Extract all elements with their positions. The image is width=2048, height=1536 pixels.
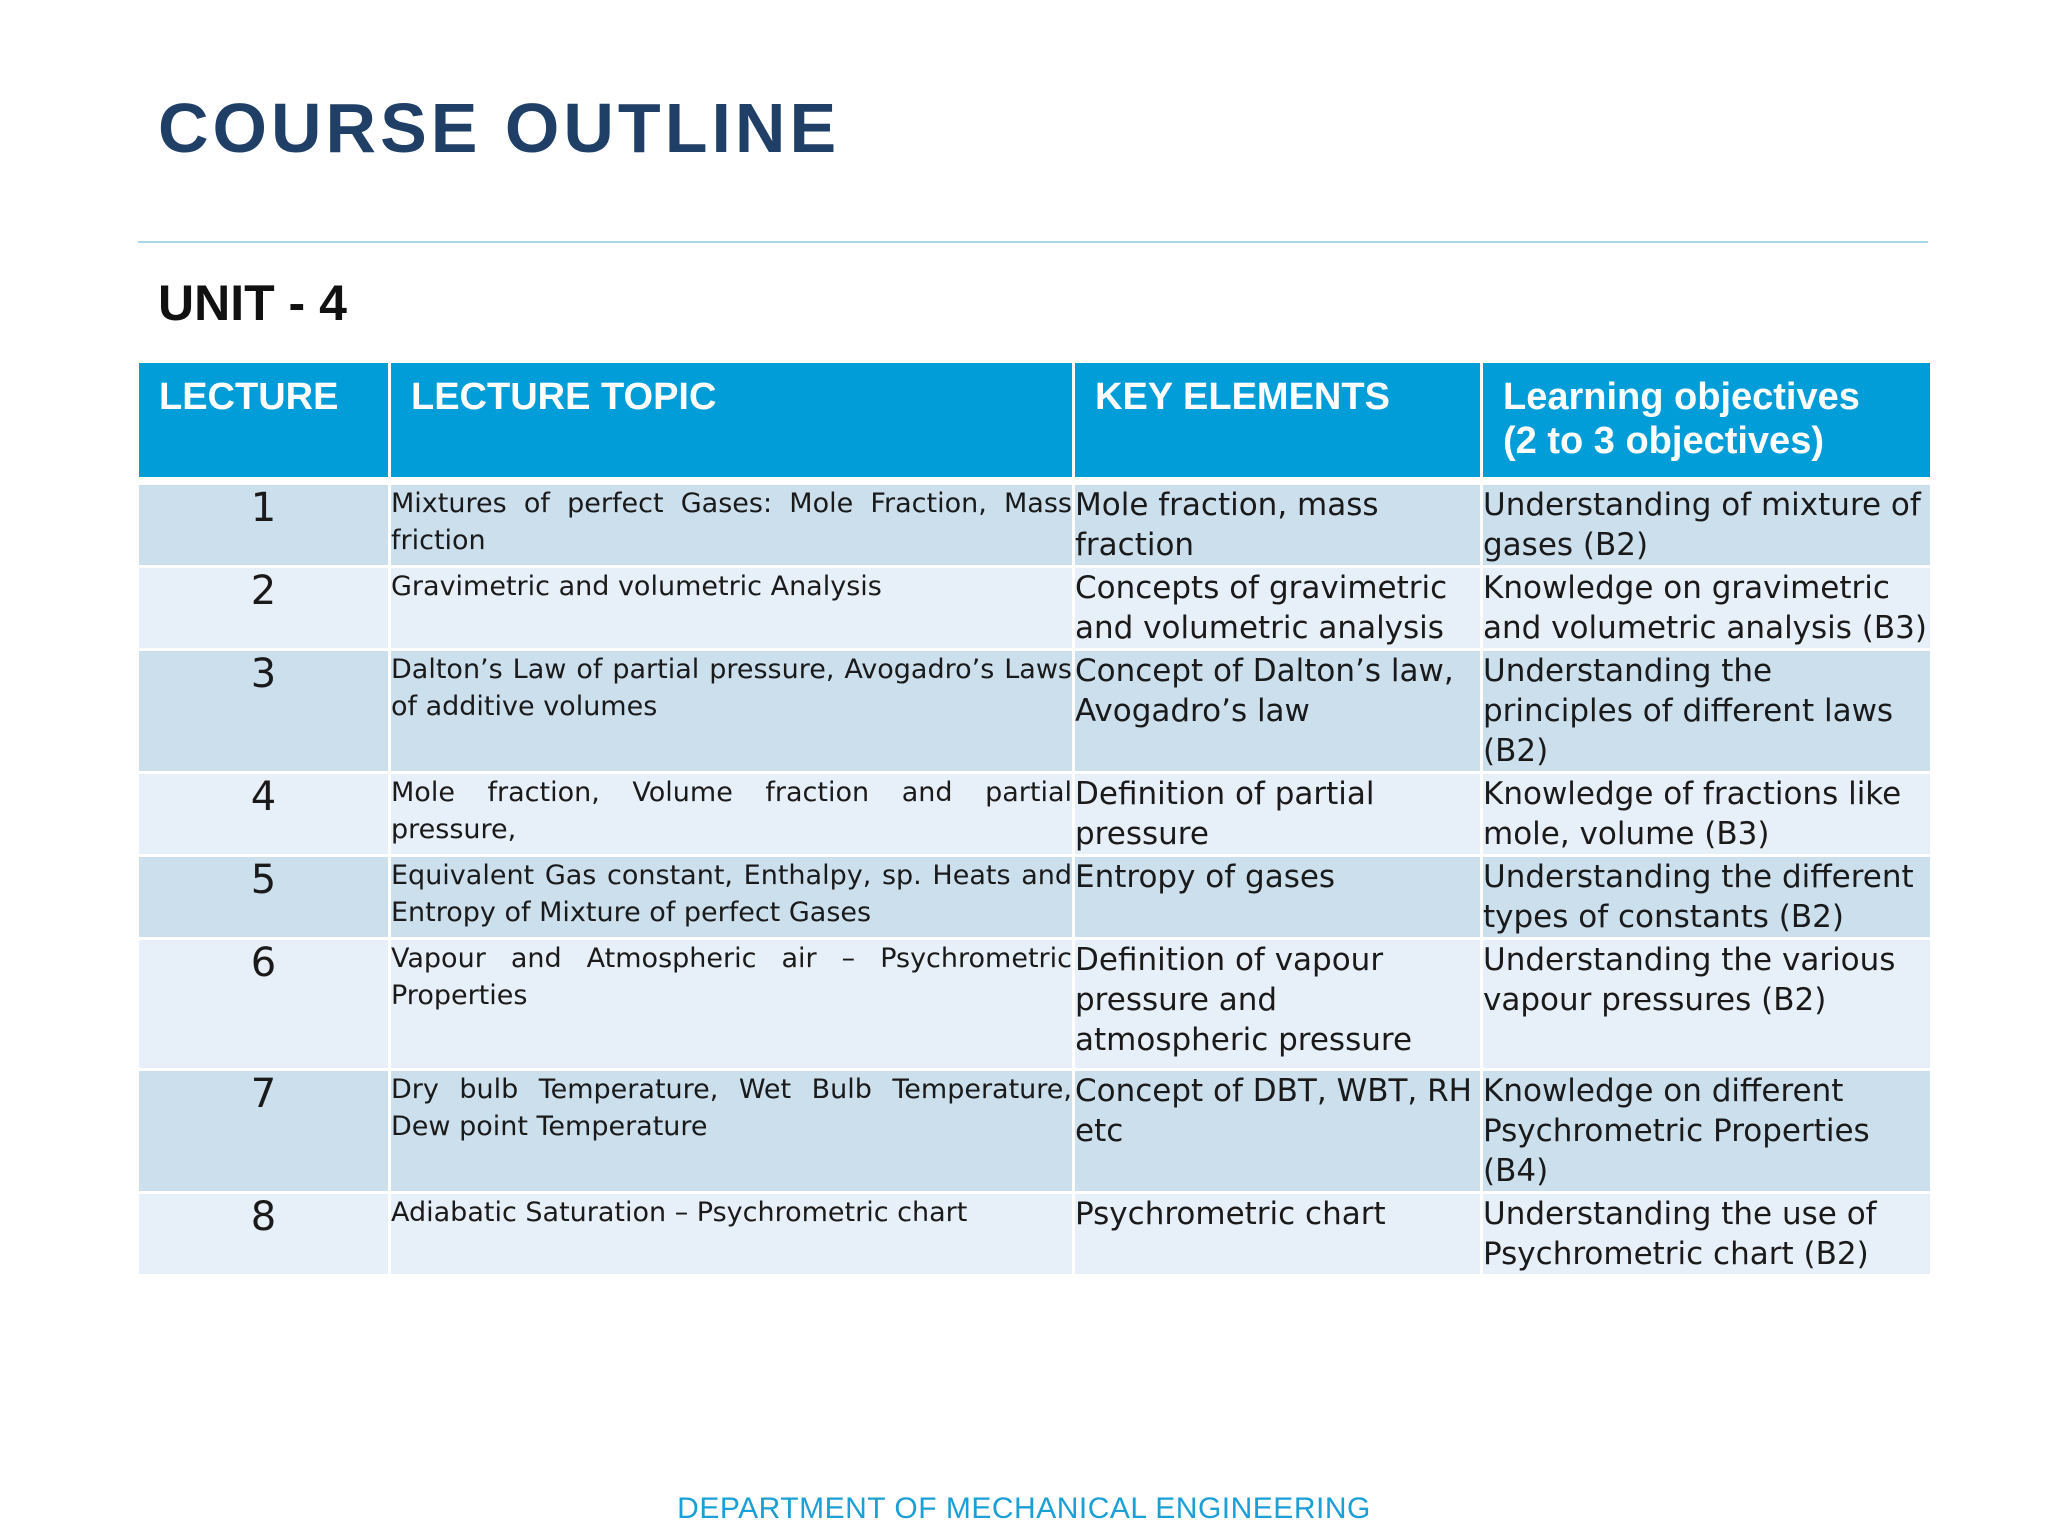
learning-objective: Understanding the use of Psychrometric chart (B2) xyxy=(1482,1193,1932,1276)
header-objectives-line1: Learning objectives xyxy=(1503,376,1860,418)
key-elements: Mole fraction, mass fraction xyxy=(1074,481,1482,567)
table-row xyxy=(138,1193,1932,1276)
key-elements: Concept of Dalton’s law, Avogadro’s law xyxy=(1074,650,1482,773)
lecture-topic: Equivalent Gas constant, Enthalpy, sp. Heats and Entropy of Mixture of perfect Gases xyxy=(390,856,1074,939)
header-lecture-topic: LECTURE TOPIC xyxy=(390,362,1074,482)
unit-heading: UNIT - 4 xyxy=(158,275,347,331)
key-elements: Entropy of gases xyxy=(1074,856,1482,939)
lecture-topic: Dry bulb Temperature, Wet Bulb Temperature, Dew point Temperature xyxy=(390,1070,1074,1193)
header-objectives-line2: (2 to 3 objectives) xyxy=(1503,420,1824,462)
learning-objective: Knowledge on gravimetric and volumetric analysis (B3) xyxy=(1482,567,1932,650)
table-row xyxy=(138,567,1932,650)
header-learning-objectives xyxy=(1482,362,1932,482)
header-lecture: LECTURE xyxy=(138,362,390,482)
table-row xyxy=(138,650,1932,773)
page-title: COURSE OUTLINE xyxy=(158,89,841,167)
table-header-row xyxy=(138,362,1932,482)
lecture-number: 5 xyxy=(138,856,390,939)
learning-objective: Knowledge on different Psychrometric Properties (B4) xyxy=(1482,1070,1932,1193)
table-row xyxy=(138,1070,1932,1193)
lecture-number: 6 xyxy=(138,939,390,1070)
key-elements: Definition of vapour pressure and atmospheric pressure xyxy=(1074,939,1482,1070)
lecture-topic: Gravimetric and volumetric Analysis xyxy=(390,567,1074,650)
lecture-topic: Mixtures of perfect Gases: Mole Fraction, Mass friction xyxy=(390,481,1074,567)
department-footer: DEPARTMENT OF MECHANICAL ENGINEERING xyxy=(677,1492,1371,1525)
learning-objective: Understanding the various vapour pressures (B2) xyxy=(1482,939,1932,1070)
table-row xyxy=(138,939,1932,1070)
title-divider xyxy=(138,241,1928,243)
learning-objective: Knowledge of fractions like mole, volume (B3) xyxy=(1482,773,1932,856)
key-elements: Concepts of gravimetric and volumetric analysis xyxy=(1074,567,1482,650)
lecture-topic: Dalton’s Law of partial pressure, Avogadro’s Laws of additive volumes xyxy=(390,650,1074,773)
key-elements: Concept of DBT, WBT, RH etc xyxy=(1074,1070,1482,1193)
lecture-number: 7 xyxy=(138,1070,390,1193)
learning-objective: Understanding of mixture of gases (B2) xyxy=(1482,481,1932,567)
lecture-number: 2 xyxy=(138,567,390,650)
learning-objective: Understanding the different types of constants (B2) xyxy=(1482,856,1932,939)
lecture-topic: Adiabatic Saturation – Psychrometric chart xyxy=(390,1193,1074,1276)
table-row xyxy=(138,773,1932,856)
course-outline-table xyxy=(136,360,1933,1277)
lecture-topic: Mole fraction, Volume fraction and partial pressure, xyxy=(390,773,1074,856)
lecture-number: 3 xyxy=(138,650,390,773)
lecture-number: 1 xyxy=(138,481,390,567)
lecture-topic: Vapour and Atmospheric air – Psychrometric Properties xyxy=(390,939,1074,1070)
lecture-number: 8 xyxy=(138,1193,390,1276)
key-elements: Psychrometric chart xyxy=(1074,1193,1482,1276)
table-row xyxy=(138,856,1932,939)
header-key-elements: KEY ELEMENTS xyxy=(1074,362,1482,482)
key-elements: Definition of partial pressure xyxy=(1074,773,1482,856)
learning-objective: Understanding the principles of different laws (B2) xyxy=(1482,650,1932,773)
lecture-number: 4 xyxy=(138,773,390,856)
table-row xyxy=(138,481,1932,567)
